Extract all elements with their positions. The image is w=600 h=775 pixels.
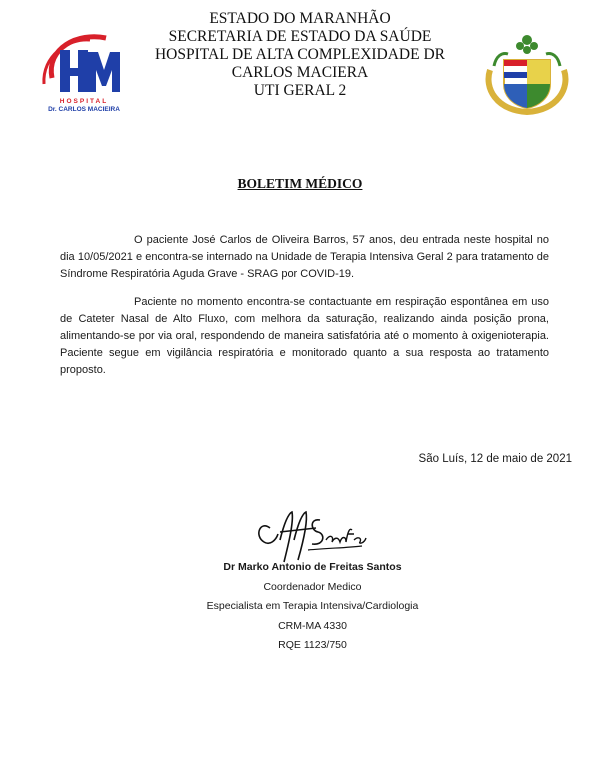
body-paragraph: Paciente no momento encontra-se contactuante em respiração espontânea em uso de Cateter Nasal de Alto Fluxo, com melhora da saturação, realizando ainda posição prona, alimentando-se por via oral, respondendo de maneira satisfatória até o momento à oxigenioterapia. Paciente segue em vigilância respiratória e monitorado quanto a sua resposta ao tratamento proposto. xyxy=(60,295,549,377)
document-title: BOLETIM MÉDICO xyxy=(237,176,363,191)
signature-block xyxy=(195,558,430,656)
signer-crm: CRM-MA 4330 xyxy=(278,619,347,632)
handwritten-signature xyxy=(250,506,370,564)
signer-rqe: RQE 1123/750 xyxy=(278,639,347,651)
signer-role: Coordenador Medico xyxy=(263,580,362,593)
header-secretariat: SECRETARIA DE ESTADO DA SAÚDE xyxy=(168,28,432,45)
document-body xyxy=(60,232,549,380)
document-date: São Luís, 12 de maio de 2021 xyxy=(418,453,572,465)
header-state: ESTADO DO MARANHÃO xyxy=(209,10,391,27)
state-coat-of-arms-icon xyxy=(482,26,572,116)
body-paragraph: O paciente José Carlos de Oliveira Barros, 57 anos, deu entrada neste hospital no dia 10/05/2021 e encontra-se internado na Unidade de Terapia Intensiva Geral 2 para tratamento de Síndrome Respiratória Aguda Grave - SRAG por COVID-19. xyxy=(60,234,549,281)
header-unit: UTI GERAL 2 xyxy=(253,82,347,99)
header-hospital-name: CARLOS MACIERA xyxy=(231,64,369,81)
document-header xyxy=(140,10,460,100)
header-hospital: HOSPITAL DE ALTA COMPLEXIDADE DR xyxy=(154,46,446,63)
logo-hospital-name: Dr. CARLOS MACIEIRA xyxy=(48,106,120,113)
signer-name: Dr Marko Antonio de Freitas Santos xyxy=(223,561,402,573)
hospital-hcm-logo-icon xyxy=(38,30,130,114)
logo-hospital-text: HOSPITAL xyxy=(59,98,109,105)
signer-specialty: Especialista em Terapia Intensiva/Cardiologia xyxy=(206,600,419,612)
